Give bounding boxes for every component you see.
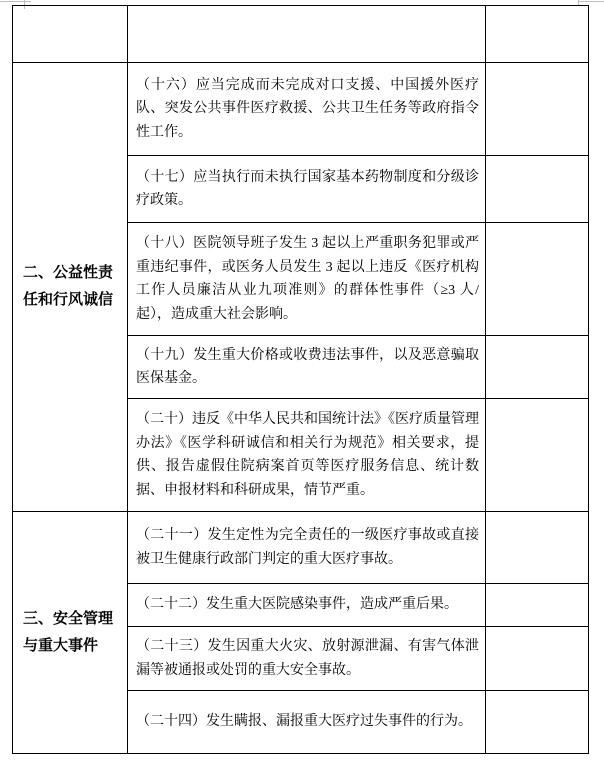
criteria-item-20: （二十）违反《中华人民共和国统计法》《医疗质量管理办法》《医学科研诚信和相关行为规范》相关要求，提供、报告虚假住院病案首页等医疗服务信息、统计数据、申报材料和科研成果，情节严重。 xyxy=(128,399,486,512)
table-row-item-16 xyxy=(13,63,589,156)
criteria-item-21: （二十一）发生定性为完全责任的一级医疗事故或直接被卫生健康行政部门判定的重大医疗事故。 xyxy=(128,512,486,584)
criteria-item-16: （十六）应当完成而未完成对口支援、中国援外医疗队、突发公共事件医疗救援、公共卫生任务等政府指令性工作。 xyxy=(128,63,486,156)
criteria-item-18: （十八）医院领导班子发生 3 起以上严重职务犯罪或严重违纪事件，或医务人员发生 3 起以上违反《医疗机构工作人员廉洁从业九项准则》的群体性事件（≥3 人/起），造成重大社会影响。 xyxy=(128,223,486,336)
criteria-item-23: （二十三）发生因重大火灾、放射源泄漏、有害气体泄漏等被通报或处罚的重大安全事故。 xyxy=(128,627,486,691)
score-cell-19 xyxy=(486,336,589,399)
section-label-safety-management: 三、安全管理与重大事件 xyxy=(13,512,128,754)
criteria-item-22: （二十二）发生重大医院感染事件，造成严重后果。 xyxy=(128,584,486,627)
assessment-criteria-table xyxy=(12,5,589,754)
score-cell-16 xyxy=(486,63,589,156)
crop-mark-top-right-horizontal xyxy=(578,1,604,2)
criteria-cell-empty xyxy=(128,6,486,63)
score-cell-23 xyxy=(486,627,589,691)
table-row-empty xyxy=(13,6,589,63)
score-cell-18 xyxy=(486,223,589,336)
table-row-item-21 xyxy=(13,512,589,584)
category-cell-empty xyxy=(13,6,128,63)
criteria-item-24: （二十四）发生瞒报、漏报重大医疗过失事件的行为。 xyxy=(128,691,486,754)
score-cell-20 xyxy=(486,399,589,512)
criteria-item-19: （十九）发生重大价格或收费违法事件，以及恶意骗取医保基金。 xyxy=(128,336,486,399)
score-cell-21 xyxy=(486,512,589,584)
section-label-public-welfare: 二、公益性责任和行风诚信 xyxy=(13,63,128,512)
crop-mark-top-left-horizontal xyxy=(0,1,31,2)
criteria-item-17: （十七）应当执行而未执行国家基本药物制度和分级诊疗政策。 xyxy=(128,156,486,223)
score-cell-22 xyxy=(486,584,589,627)
score-cell-24 xyxy=(486,691,589,754)
score-cell-empty xyxy=(486,6,589,63)
score-cell-17 xyxy=(486,156,589,223)
